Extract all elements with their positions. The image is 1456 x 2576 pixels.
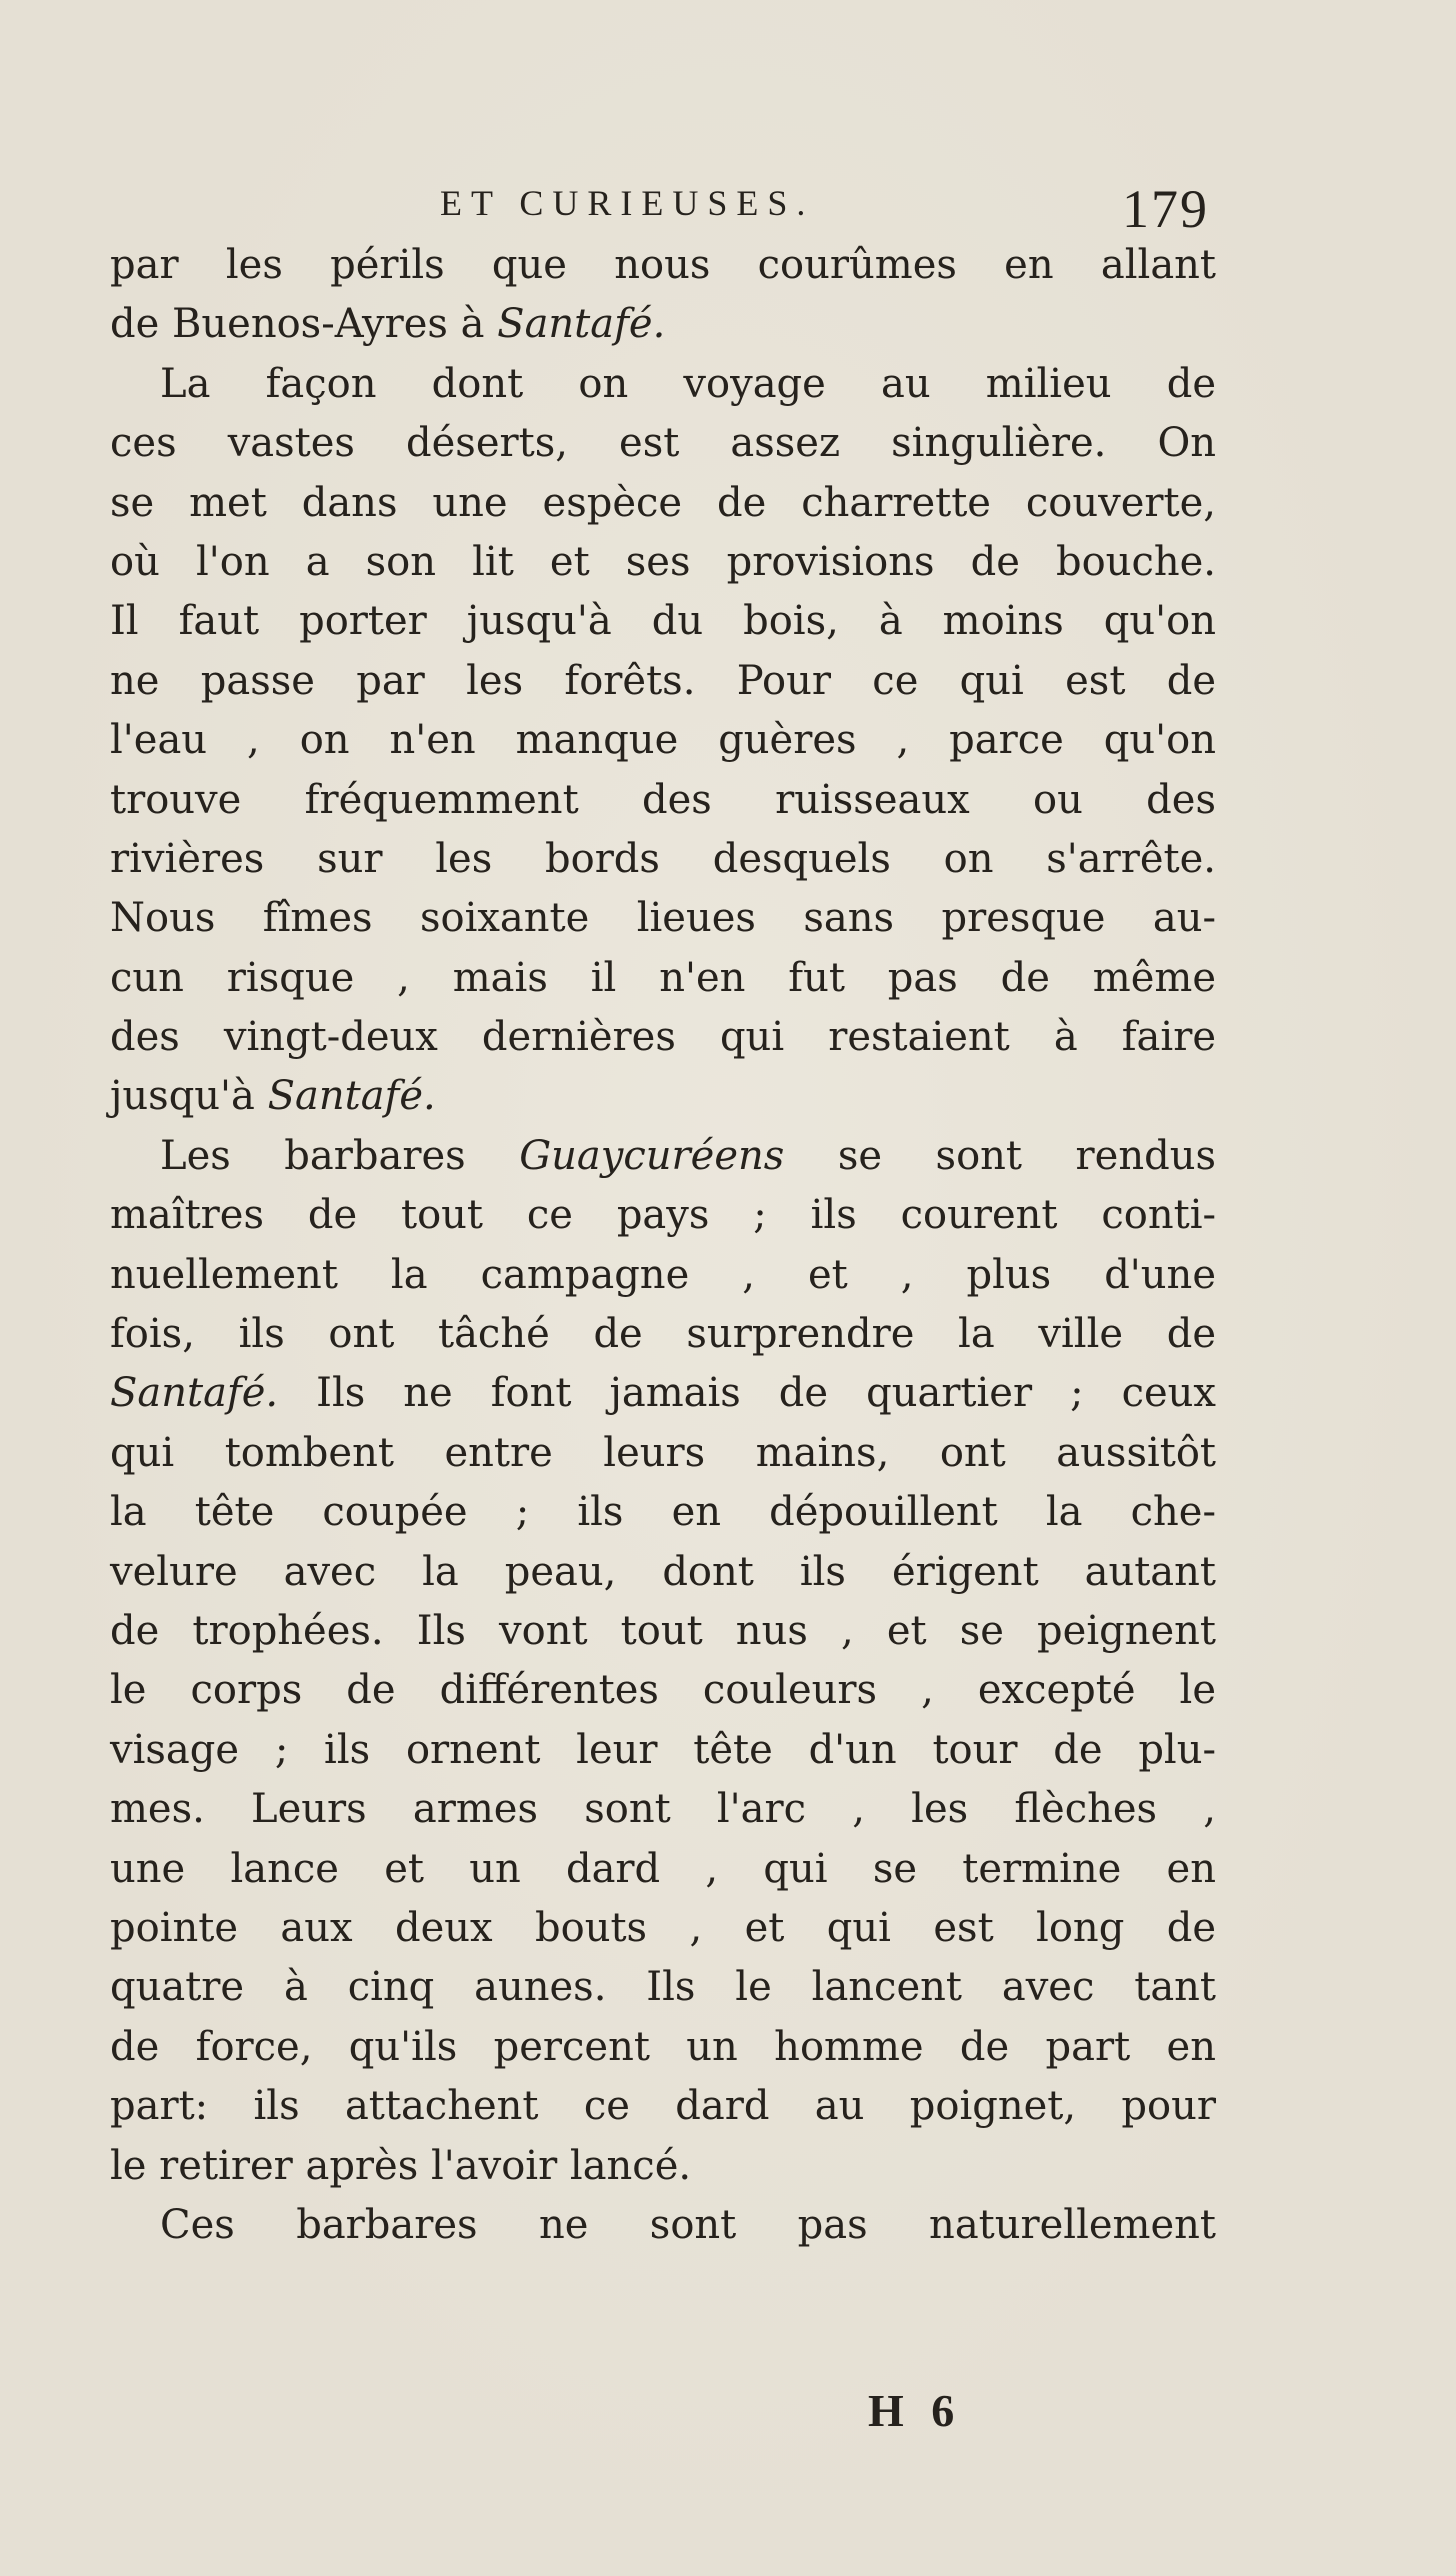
text-segment: part: ils attachent ce dard au poignet, pour <box>110 2083 1216 2130</box>
text-line <box>110 592 1216 651</box>
text-segment: Nous fîmes soixante lieues sans presque au- <box>110 895 1216 942</box>
text-segment: par les périls que nous courûmes en allant <box>110 242 1216 288</box>
text-segment: se sont rendus <box>784 1132 1216 1179</box>
text-line <box>110 236 1216 295</box>
text-segment: l'eau , on n'en manque guères , parce qu'on <box>110 717 1216 764</box>
text-segment: le retirer après l'avoir lancé. <box>110 2142 692 2189</box>
text-line <box>110 771 1216 830</box>
running-title: ET CURIEUSES. <box>440 183 815 223</box>
text-segment: de trophées. Ils vont tout nus , et se peignent <box>110 1607 1216 1654</box>
text-line <box>110 295 1216 354</box>
text-line <box>110 1840 1216 1899</box>
italic-text-segment: Santafé. <box>497 301 666 348</box>
text-segment: mes. Leurs armes sont l'arc , les flèches , <box>110 1786 1216 1833</box>
text-line <box>110 1661 1216 1720</box>
text-line <box>110 1543 1216 1602</box>
text-line <box>110 1483 1216 1542</box>
body-text <box>110 236 1216 2255</box>
text-line <box>110 1899 1216 1958</box>
text-line <box>110 355 1216 414</box>
text-segment: Il faut porter jusqu'à du bois, à moins qu'on <box>110 598 1216 645</box>
text-line <box>110 1364 1216 1423</box>
text-line <box>110 1721 1216 1780</box>
text-segment: Les barbares <box>160 1132 520 1179</box>
italic-text-segment: Santafé. <box>110 1370 279 1417</box>
text-line <box>110 1186 1216 1245</box>
text-segment: nuellement la campagne , et , plus d'une <box>110 1251 1216 1298</box>
text-segment: ces vastes déserts, est assez singulière. On <box>110 420 1216 467</box>
text-line <box>110 414 1216 473</box>
text-line <box>110 2196 1216 2255</box>
text-segment: ne passe par les forêts. Pour ce qui est de <box>110 657 1216 704</box>
printer-signature-mark: H 6 <box>868 2385 963 2436</box>
text-segment: quatre à cinq aunes. Ils le lancent avec tant <box>110 1964 1216 2011</box>
page-number: 179 <box>1122 179 1209 239</box>
text-line <box>110 474 1216 533</box>
text-segment: jusqu'à <box>110 1073 268 1120</box>
text-line <box>110 830 1216 889</box>
text-segment: pointe aux deux bouts , et qui est long de <box>110 1904 1216 1951</box>
text-line <box>110 711 1216 770</box>
text-segment: le corps de différentes couleurs , excepté le <box>110 1667 1216 1714</box>
text-segment: trouve fréquemment des ruisseaux ou des <box>110 776 1216 823</box>
text-segment: visage ; ils ornent leur tête d'un tour de plu- <box>110 1726 1216 1773</box>
text-segment: où l'on a son lit et ses provisions de bouche. <box>110 538 1216 585</box>
text-segment: de force, qu'ils percent un homme de part en <box>110 2023 1216 2070</box>
text-line <box>110 2137 1216 2196</box>
text-segment: velure avec la peau, dont ils érigent autant <box>110 1548 1216 1595</box>
text-segment: la tête coupée ; ils en dépouillent la che- <box>110 1489 1216 1536</box>
text-segment: se met dans une espèce de charrette couverte, <box>110 479 1216 526</box>
text-segment: une lance et un dard , qui se termine en <box>110 1845 1216 1892</box>
text-segment: cun risque , mais il n'en fut pas de même <box>110 954 1216 1001</box>
text-segment: de Buenos-Ayres à <box>110 301 498 348</box>
text-line <box>110 1602 1216 1661</box>
text-segment: rivières sur les bords desquels on s'arrête. <box>110 835 1216 882</box>
text-line <box>110 1305 1216 1364</box>
text-line <box>110 533 1216 592</box>
text-line <box>110 1780 1216 1839</box>
italic-text-segment: Guaycuréens <box>519 1132 785 1179</box>
text-line <box>110 2018 1216 2077</box>
text-line <box>110 1424 1216 1483</box>
text-segment: des vingt-deux dernières qui restaient à faire <box>110 1014 1216 1061</box>
text-line <box>110 949 1216 1008</box>
text-segment: Ces barbares ne sont pas naturellement <box>160 2201 1216 2248</box>
text-segment: qui tombent entre leurs mains, ont aussitôt <box>110 1429 1216 1476</box>
text-line <box>110 1127 1216 1186</box>
text-line <box>110 889 1216 948</box>
text-line <box>110 1008 1216 1067</box>
text-segment: La façon dont on voyage au milieu de <box>160 360 1216 407</box>
text-line <box>110 2077 1216 2136</box>
page-header <box>0 178 1456 238</box>
text-line <box>110 1067 1216 1126</box>
text-line <box>110 1246 1216 1305</box>
text-segment: maîtres de tout ce pays ; ils courent conti- <box>110 1192 1216 1239</box>
italic-text-segment: Santafé. <box>267 1073 436 1120</box>
text-segment: fois, ils ont tâché de surprendre la ville de <box>110 1311 1216 1358</box>
text-line <box>110 652 1216 711</box>
text-segment: Ils ne font jamais de quartier ; ceux <box>278 1370 1216 1417</box>
text-line <box>110 1958 1216 2017</box>
